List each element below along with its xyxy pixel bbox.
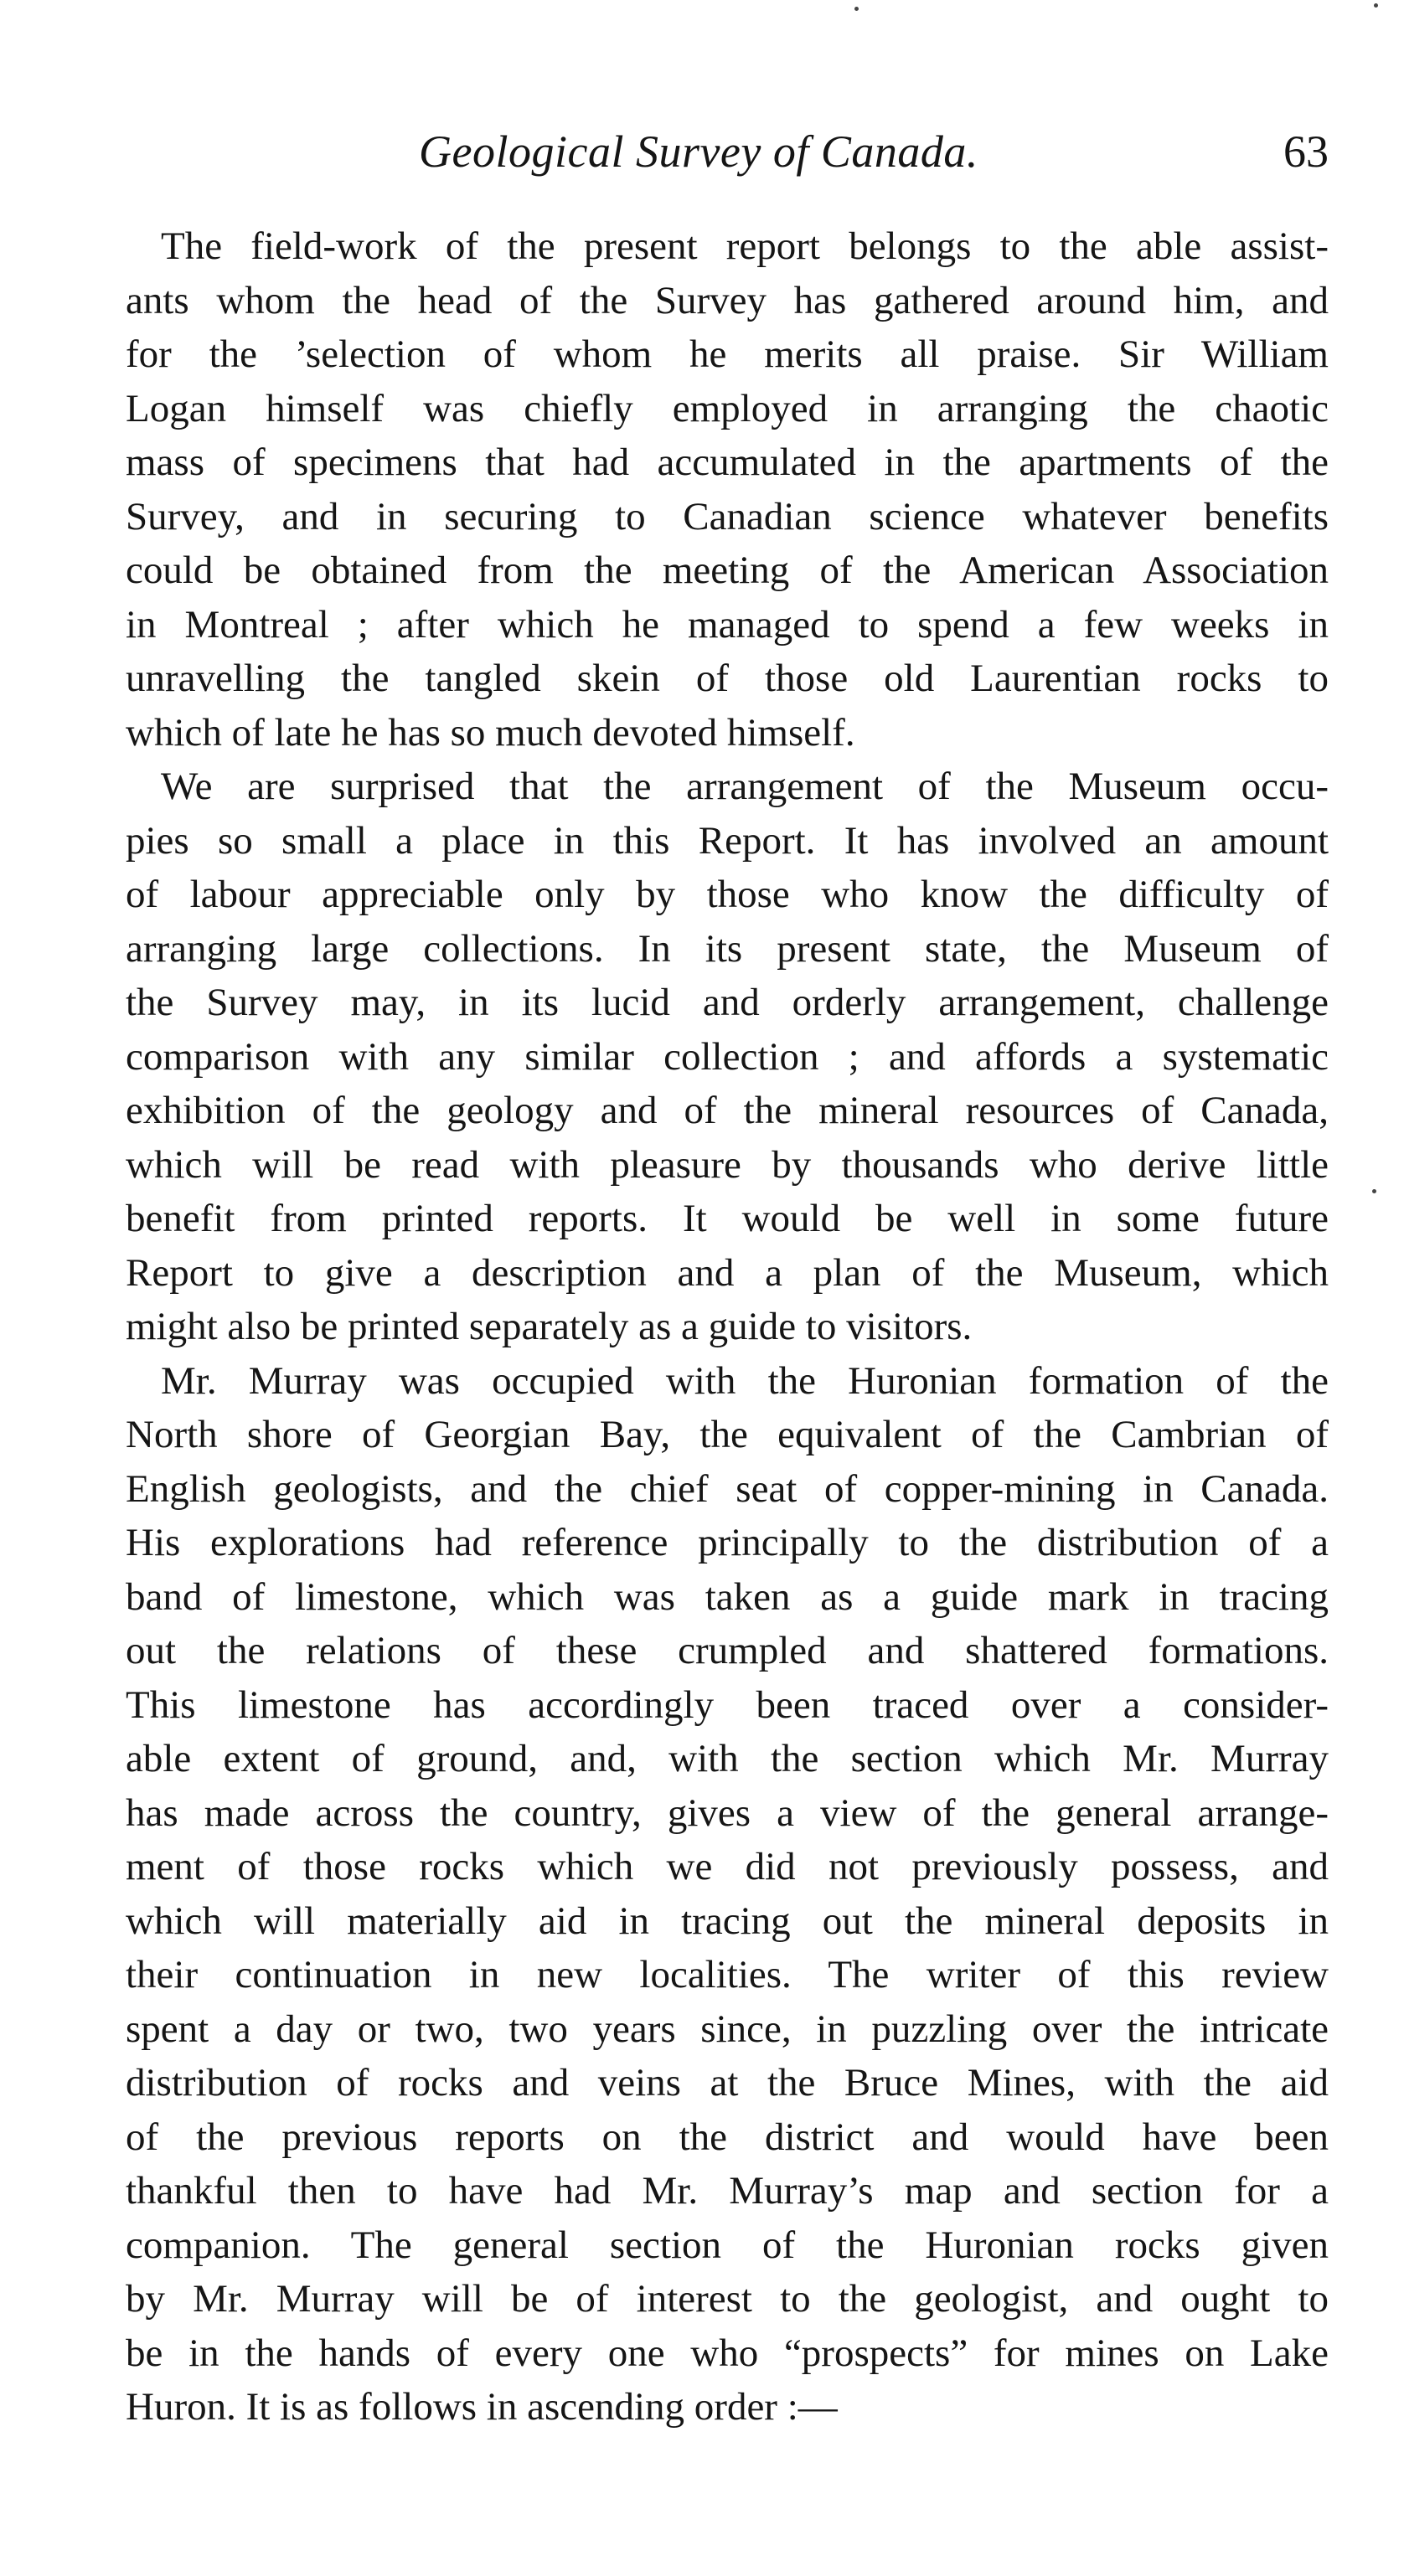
text-line: which will be read with pleasure by thousands who derive little xyxy=(126,1142,1329,1187)
text-line: Survey, and in securing to Canadian science whatever benefits xyxy=(126,494,1329,538)
text-line: unravelling the tangled skein of those old Laurentian rocks to xyxy=(126,657,1329,700)
text-line: His explorations had reference principally to the distribution of a xyxy=(126,1521,1329,1564)
text-line: band of limestone, which was taken as a guide mark in tracing xyxy=(126,1574,1329,1619)
text-line: of the previous reports on the district and would have been xyxy=(126,2115,1329,2159)
page-number: 63 xyxy=(1283,126,1329,177)
text-line: pies so small a place in this Report. It has involved an amount xyxy=(126,818,1329,863)
print-speck-top-right xyxy=(1374,3,1378,8)
text-line: companion. The general section of the Huronian rocks given xyxy=(126,2223,1329,2267)
text-line: comparison with any similar collection ; and affords a systematic xyxy=(126,1034,1329,1079)
body-text xyxy=(126,219,1329,2434)
text-line: Mr. Murray was occupied with the Huronian formation of the xyxy=(161,1358,1329,1403)
text-line: exhibition of the geology and of the mineral resources of Canada, xyxy=(126,1089,1329,1132)
text-line: English geologists, and the chief seat of copper-mining in Canada. xyxy=(126,1466,1329,1511)
text-line: We are surprised that the arrangement of the Museum occu- xyxy=(161,765,1329,808)
paragraph-3 xyxy=(126,1354,1329,2434)
text-line: Report to give a description and a plan of the Museum, which xyxy=(126,1250,1329,1295)
text-line: be in the hands of every one who “prospects” for mines on Lake xyxy=(126,2331,1329,2375)
text-line: mass of specimens that had accumulated in the apartments of the xyxy=(126,440,1329,484)
running-title: Geological Survey of Canada. xyxy=(419,126,978,177)
text-line: out the relations of these crumpled and shattered formations. xyxy=(126,1629,1329,1672)
text-line: by Mr. Murray will be of interest to the geologist, and ought to xyxy=(126,2277,1329,2321)
text-line: Huron. It is as follows in ascending order :— xyxy=(126,2385,838,2429)
text-line: for the ’selection of whom he merits all praise. Sir William xyxy=(126,332,1329,376)
running-header xyxy=(126,126,1329,193)
text-line: able extent of ground, and, with the section which Mr. Murray xyxy=(126,1737,1329,1780)
text-line: arranging large collections. In its present state, the Museum of xyxy=(126,926,1329,971)
text-line: has made across the country, gives a view of the general arrange- xyxy=(126,1790,1329,1835)
paragraph-2 xyxy=(126,760,1329,1354)
text-line: North shore of Georgian Bay, the equivalent of the Cambrian of xyxy=(126,1413,1329,1456)
text-line: spent a day or two, two years since, in puzzling over the intricate xyxy=(126,2007,1329,2051)
print-speck-top xyxy=(854,7,859,11)
text-line: ment of those rocks which we did not previously possess, and xyxy=(126,1845,1329,1888)
text-line: their continuation in new localities. The writer of this review xyxy=(126,1953,1329,1996)
text-line: Logan himself was chiefly employed in arranging the chaotic xyxy=(126,386,1329,430)
text-line: which of late he has so much devoted himself. xyxy=(126,710,855,755)
text-line: thankful then to have had Mr. Murray’s map and section for a xyxy=(126,2169,1329,2213)
text-line: The field-work of the present report belongs to the able assist- xyxy=(161,224,1329,268)
text-line: in Montreal ; after which he managed to spend a few weeks in xyxy=(126,602,1329,647)
paragraph-1 xyxy=(126,219,1329,760)
text-line: of labour appreciable only by those who know the difficulty of xyxy=(126,873,1329,916)
text-line: distribution of rocks and veins at the Bruce Mines, with the aid xyxy=(126,2061,1329,2105)
text-line: might also be printed separately as a guide to visitors. xyxy=(126,1305,973,1348)
text-line: which will materially aid in tracing out the mineral deposits in xyxy=(126,1899,1329,1943)
text-line: the Survey may, in its lucid and orderly arrangement, challenge xyxy=(126,981,1329,1024)
text-line: could be obtained from the meeting of the American Association xyxy=(126,549,1329,592)
text-line: benefit from printed reports. It would be well in some future xyxy=(126,1197,1329,1240)
print-speck-margin xyxy=(1372,1189,1376,1193)
text-line: ants whom the head of the Survey has gathered around him, and xyxy=(126,278,1329,322)
text-line: This limestone has accordingly been traced over a consider- xyxy=(126,1682,1329,1727)
